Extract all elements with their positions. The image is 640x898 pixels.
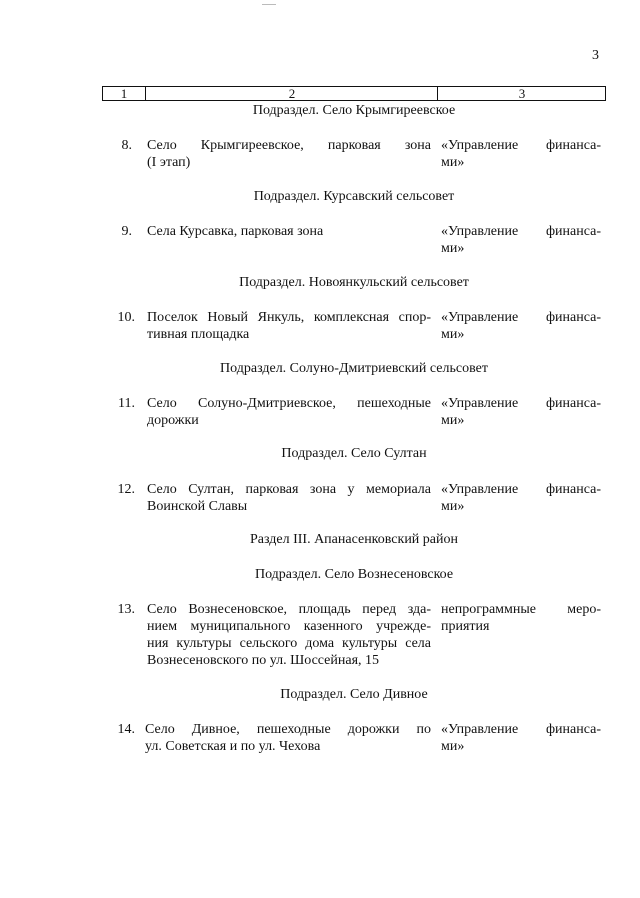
subsection-heading: Подраздел. Село Вознесеновское <box>254 567 454 582</box>
object-description <box>147 481 431 515</box>
subsection-heading: Подраздел. Село Дивное <box>280 687 428 702</box>
object-description <box>147 137 431 171</box>
row-number: 12. <box>117 482 135 497</box>
description-line: Село Крымгиреевское, парковая зона <box>147 138 431 153</box>
row-number: 10. <box>117 310 135 325</box>
description-line: ния культуры сельского дома культуры села <box>147 636 431 651</box>
responsible-line: ми» <box>441 413 465 428</box>
responsible-line: приятия <box>441 619 490 634</box>
description-line: (I этап) <box>147 155 191 170</box>
description-line: дорожки <box>147 413 199 428</box>
responsible-line: непрограммные меро- <box>441 602 601 617</box>
description-line: тивная площадка <box>147 327 250 342</box>
subsection-heading: Подраздел. Солуно-Дмитриевский сельсовет <box>220 361 488 376</box>
subsection-heading: Подраздел. Село Крымгиреевское <box>252 103 456 118</box>
responsible-executor <box>441 395 601 429</box>
subsection-heading: Подраздел. Село Султан <box>281 446 427 461</box>
section-heading: Раздел III. Апанасенковский район <box>249 532 459 547</box>
responsible-line: ми» <box>441 499 465 514</box>
description-line: Поселок Новый Янкуль, комплексная спор- <box>147 310 431 325</box>
table-header-col-1: 1 <box>120 86 128 101</box>
object-description <box>147 223 431 240</box>
responsible-executor <box>441 721 601 755</box>
object-description <box>147 309 431 343</box>
responsible-executor <box>441 481 601 515</box>
responsible-executor <box>441 137 601 171</box>
responsible-line: ми» <box>441 739 465 754</box>
responsible-line: «Управление финанса- <box>441 138 601 153</box>
object-description <box>147 601 431 669</box>
description-line: Село Вознесеновское, площадь перед зда- <box>147 602 431 617</box>
row-number: 8. <box>121 138 132 153</box>
description-line: Село Дивное, пешеходные дорожки по <box>145 722 431 737</box>
table-header-col-2: 2 <box>145 87 438 100</box>
description-line: Вознесеновского по ул. Шоссейная, 15 <box>147 653 380 668</box>
responsible-line: «Управление финанса- <box>441 224 601 239</box>
responsible-line: «Управление финанса- <box>441 310 601 325</box>
responsible-executor <box>441 601 601 635</box>
object-description <box>147 395 431 429</box>
row-number: 9. <box>121 224 132 239</box>
object-description <box>145 721 431 755</box>
description-line: Воинской Славы <box>147 499 248 514</box>
description-line: Село Солуно-Дмитриевское, пешеходные <box>147 396 431 411</box>
table-header-col-3: 3 <box>437 87 606 100</box>
responsible-line: «Управление финанса- <box>441 722 601 737</box>
subsection-heading: Подраздел. Курсавский сельсовет <box>253 189 455 204</box>
responsible-line: «Управление финанса- <box>441 482 601 497</box>
row-number: 13. <box>117 602 135 617</box>
responsible-executor <box>441 223 601 257</box>
description-line: ул. Советская и по ул. Чехова <box>145 739 321 754</box>
subsection-heading: Подраздел. Новоянкульский сельсовет <box>239 275 469 290</box>
description-line: Село Султан, парковая зона у мемориала <box>147 482 431 497</box>
scan-artifact <box>262 4 276 5</box>
responsible-line: ми» <box>441 327 465 342</box>
table-header <box>102 86 606 101</box>
responsible-executor <box>441 309 601 343</box>
page-number: 3 <box>592 48 599 63</box>
description-line: нием муниципального казенного учрежде- <box>147 619 431 634</box>
row-number: 14. <box>117 722 135 737</box>
description-line: Села Курсавка, парковая зона <box>147 224 324 239</box>
responsible-line: «Управление финанса- <box>441 396 601 411</box>
row-number: 11. <box>118 396 135 411</box>
responsible-line: ми» <box>441 241 465 256</box>
responsible-line: ми» <box>441 155 465 170</box>
